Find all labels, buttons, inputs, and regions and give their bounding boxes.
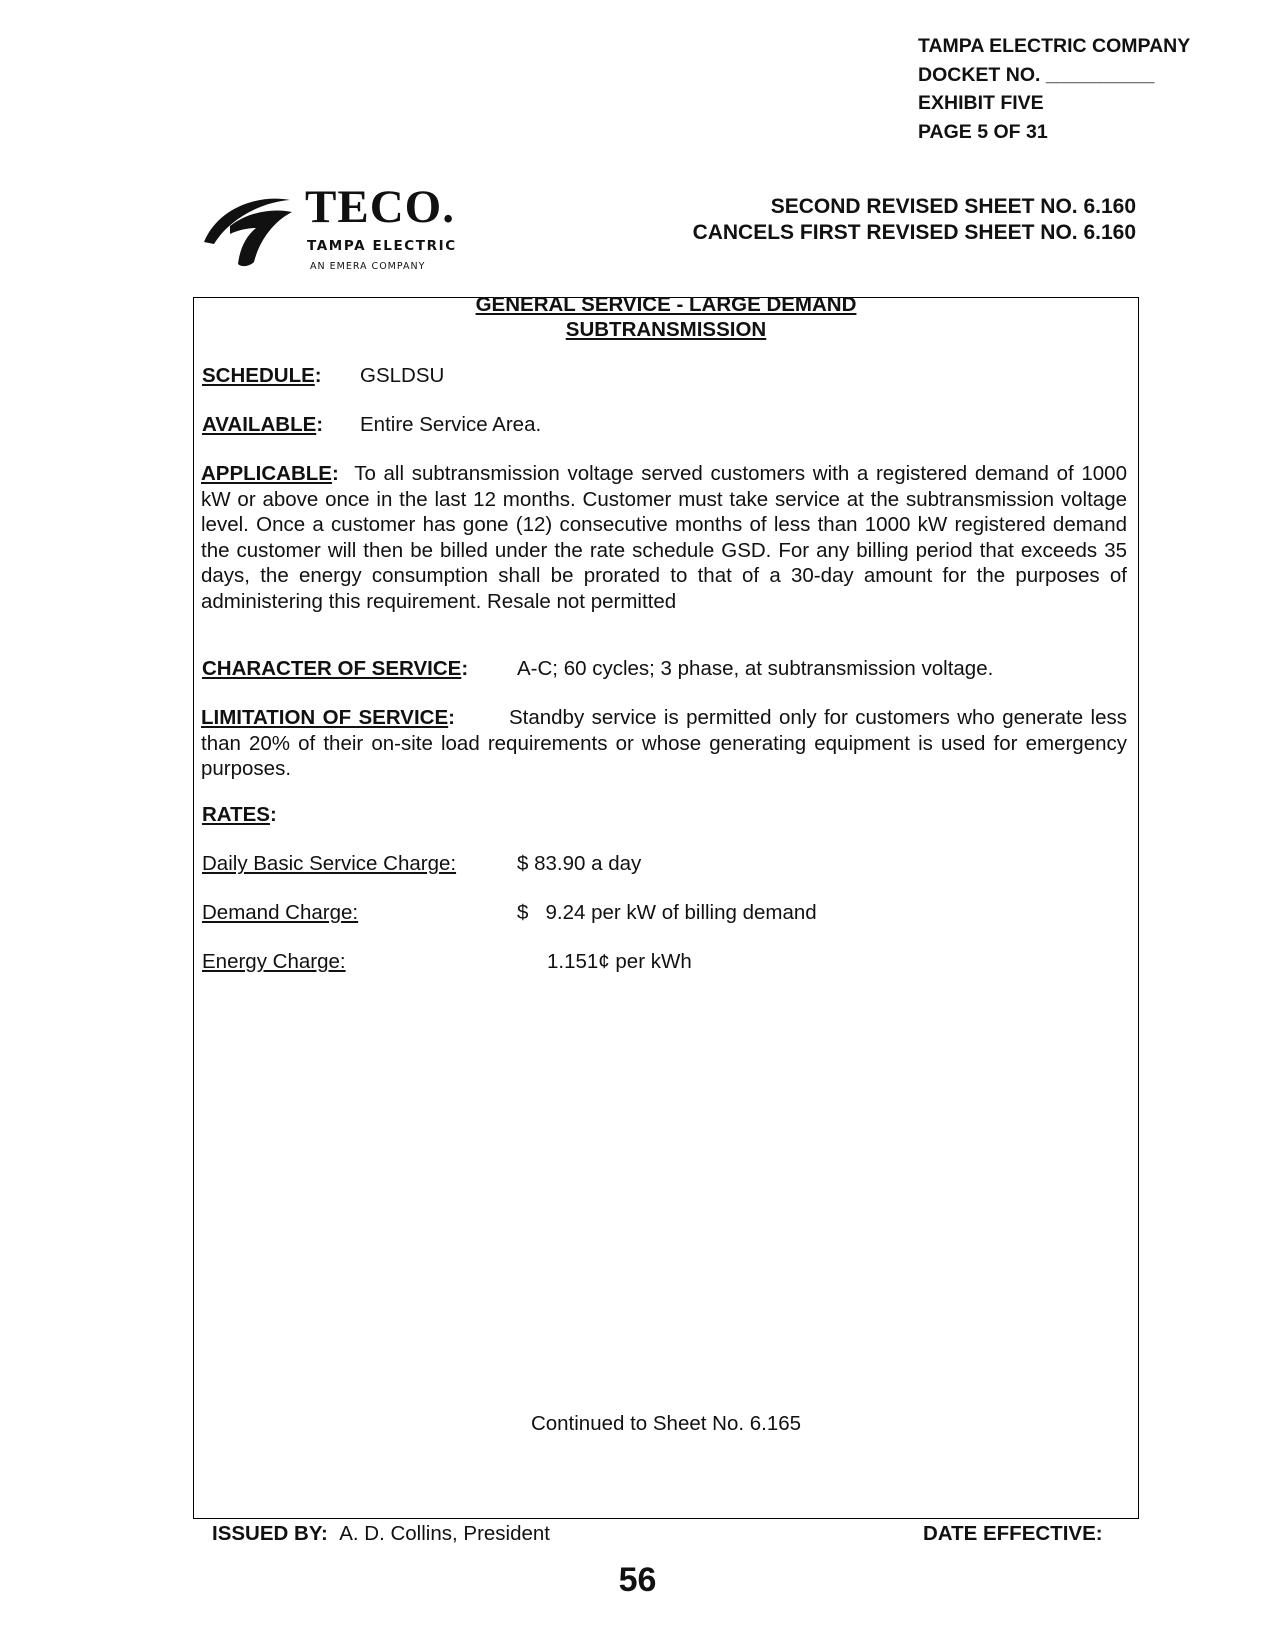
limitation-text: Standby service is permitted only for customers who generate less than 20% of their on-site load requirements or whose generating equipment is used for emergency purposes. bbox=[201, 706, 1128, 780]
exhibit-label: EXHIBIT FIVE bbox=[918, 92, 1044, 114]
rates-label: RATES bbox=[202, 803, 270, 826]
character-row: CHARACTER OF SERVICE: bbox=[202, 657, 469, 680]
logo-tagline: AN EMERA COMPANY bbox=[310, 261, 426, 272]
limitation-label: LIMITATION OF SERVICE bbox=[201, 706, 449, 729]
docket-number: DOCKET NO. __________ bbox=[918, 63, 1155, 86]
applicable-section: APPLICABLE: To all subtransmission voltage served customers with a registered demand of 1000 kW or above once in the last 12 months. Customer must take service at the subtransmission voltage level. Once a customer has gone (12) consecutive months of less than 1000 kW registered demand the customer will then be billed under the rate schedule GSD. For any billing period that exceeds 35 days, the energy consumption shall be prorated to that of a 30-day amount for the purposes of administering this requirement. Resale not permitted bbox=[201, 462, 1127, 613]
teco-swoosh-icon bbox=[200, 190, 300, 270]
character-value: A-C; 60 cycles; 3 phase, at subtransmission voltage. bbox=[517, 657, 994, 680]
tariff-sheet-box bbox=[193, 293, 1139, 1519]
rates-heading: RATES: bbox=[202, 803, 277, 826]
date-effective-label: DATE EFFECTIVE: bbox=[923, 1522, 1103, 1545]
rate-value-demand: $ 9.24 per kW of billing demand bbox=[517, 901, 817, 924]
logo-wordmark: TECO. bbox=[305, 181, 455, 233]
cancelled-sheet-number: CANCELS FIRST REVISED SHEET NO. 6.160 bbox=[692, 221, 1136, 244]
available-value: Entire Service Area. bbox=[360, 413, 542, 436]
page-number: 56 bbox=[618, 1561, 657, 1599]
issued-by-line bbox=[212, 1522, 550, 1546]
limitation-section: LIMITATION OF SERVICE: Standby service is permitted only for customers who generate less than 20% of their on-site load requirements or whose generating equipment is used for emergency purposes. bbox=[201, 706, 1128, 780]
schedule-label: SCHEDULE bbox=[202, 364, 315, 387]
filing-header bbox=[918, 32, 1248, 146]
revised-sheet-number: SECOND REVISED SHEET NO. 6.160 bbox=[770, 195, 1136, 218]
schedule-row: SCHEDULE: bbox=[202, 364, 322, 387]
rate-label-energy: Energy Charge: bbox=[202, 950, 346, 973]
issued-by-name: A. D. Collins, President bbox=[339, 1522, 550, 1545]
tariff-subtitle: SUBTRANSMISSION bbox=[565, 318, 767, 341]
applicable-label: APPLICABLE bbox=[201, 462, 332, 485]
sheet-number-block bbox=[693, 194, 1136, 246]
continued-note: Continued to Sheet No. 6.165 bbox=[530, 1412, 802, 1435]
teco-logo bbox=[200, 181, 520, 280]
rate-value-energy: 1.151¢ per kWh bbox=[547, 950, 692, 973]
available-label: AVAILABLE bbox=[202, 413, 317, 436]
character-label: CHARACTER OF SERVICE bbox=[202, 657, 462, 680]
company-name: TAMPA ELECTRIC COMPANY bbox=[918, 35, 1191, 57]
rate-value-basic: $ 83.90 a day bbox=[517, 852, 642, 875]
schedule-value: GSLDSU bbox=[360, 364, 445, 387]
applicable-text: To all subtransmission voltage served customers with a registered demand of 1000 kW or above once in the last 12 months. Customer must take service at the subtransmission voltage level. Once a customer has gone (12) consecutive months of less than 1000 kW registered demand the customer will then be billed under the rate schedule GSD. For any billing period that exceeds 35 days, the energy consumption shall be prorated to that of a 30-day amount for the purposes of administering this requirement. Resale not permitted bbox=[201, 462, 1127, 613]
page-indicator: PAGE 5 OF 31 bbox=[918, 120, 1048, 143]
rate-label-basic: Daily Basic Service Charge: bbox=[202, 852, 457, 875]
rate-label-demand: Demand Charge: bbox=[202, 901, 359, 924]
available-row: AVAILABLE: bbox=[202, 413, 324, 436]
issued-by-label: ISSUED BY: bbox=[212, 1522, 328, 1545]
logo-subtitle: TAMPA ELECTRIC bbox=[307, 238, 457, 254]
tariff-title: GENERAL SERVICE - LARGE DEMAND bbox=[475, 293, 857, 316]
